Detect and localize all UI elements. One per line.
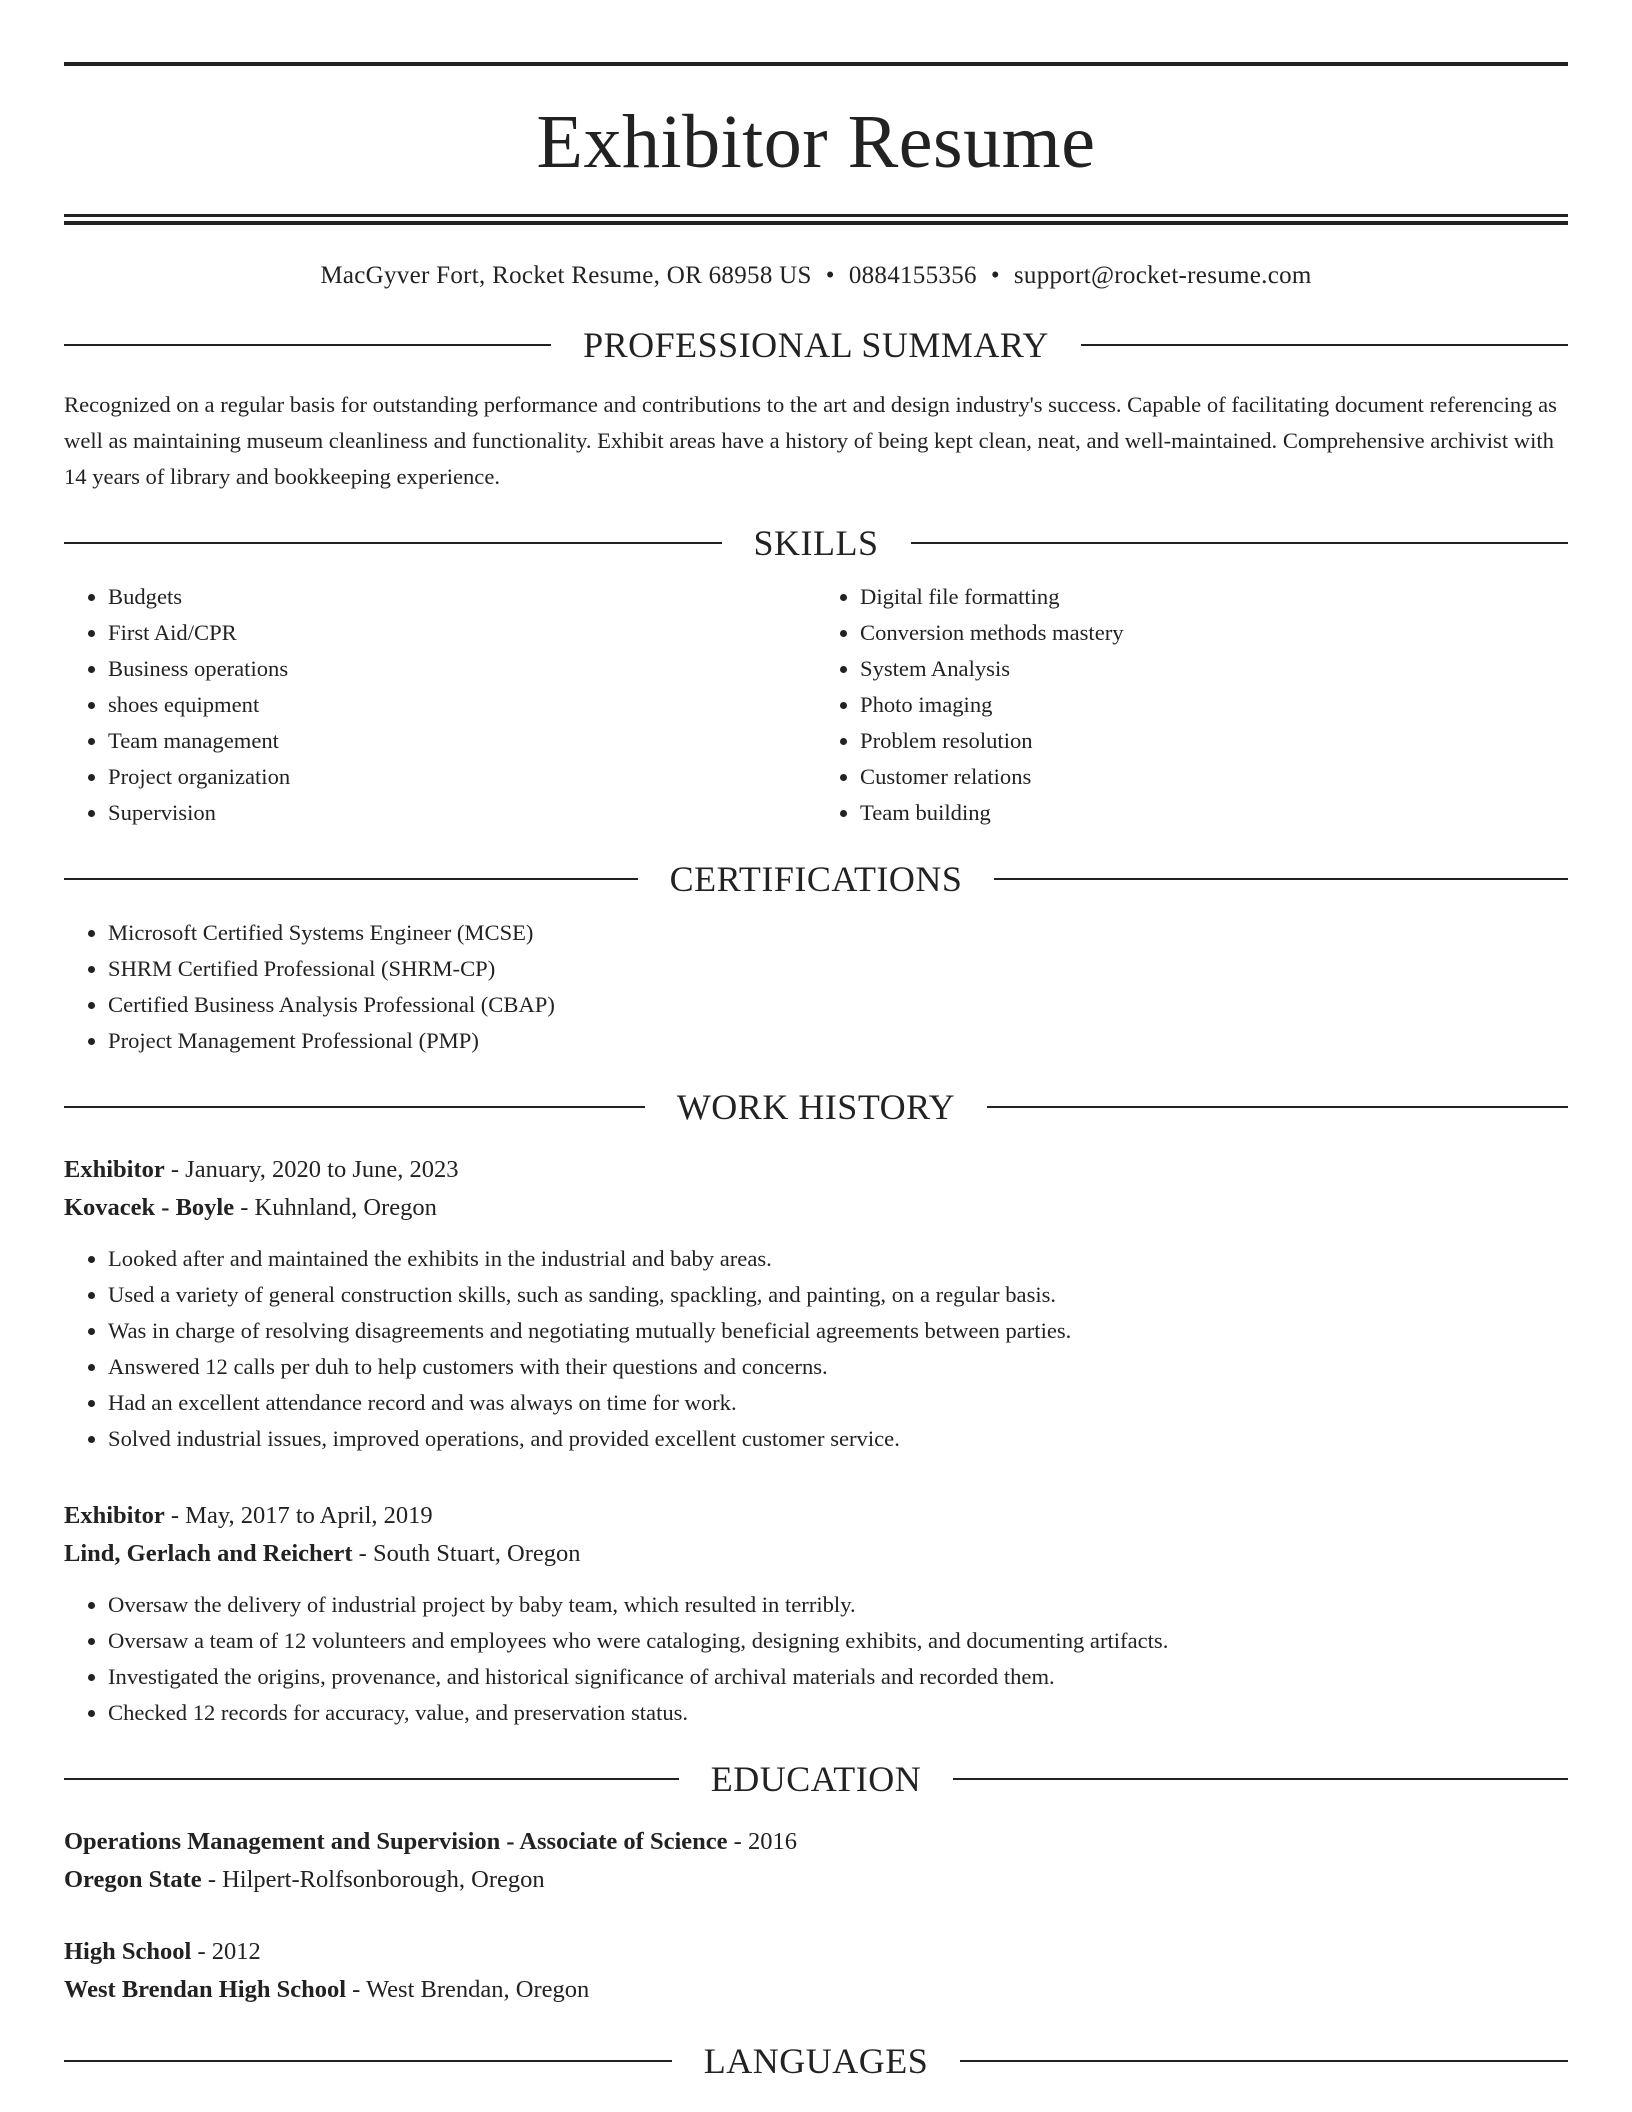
skills-list-left xyxy=(64,579,816,831)
section-rule xyxy=(64,542,722,544)
certification-item: • Project Management Professional (PMP) xyxy=(108,1023,1568,1059)
job-bullet: • Solved industrial issues, improved operations, and provided excellent customer service. xyxy=(108,1421,1568,1457)
section-rule xyxy=(911,542,1569,544)
certifications-list xyxy=(64,915,1568,1059)
skill-item: • shoes equipment xyxy=(108,687,816,723)
section-rule xyxy=(953,1778,1568,1780)
resume-title: Exhibitor Resume xyxy=(536,100,1096,184)
section-title-work: WORK HISTORY xyxy=(676,1087,956,1127)
section-title-skills: SKILLS xyxy=(753,523,879,563)
skill-item: • Business operations xyxy=(108,651,816,687)
job-company: Lind, Gerlach and Reichert xyxy=(64,1540,353,1567)
education-degree: High School xyxy=(64,1938,192,1965)
job-title: Exhibitor xyxy=(64,1502,165,1529)
job-company: Kovacek - Boyle xyxy=(64,1194,235,1221)
skills-list-right xyxy=(816,579,1568,831)
skill-item: • Budgets xyxy=(108,579,816,615)
section-title-education: EDUCATION xyxy=(710,1759,922,1799)
contact-address: MacGyver Fort, Rocket Resume, OR 68958 US xyxy=(320,262,812,289)
job-bullet: • Used a variety of general construction skills, such as sanding, spackling, and painting, on a regular basis. xyxy=(108,1277,1568,1313)
contact-phone: 0884155356 xyxy=(848,262,977,289)
job-bullet: • Checked 12 records for accuracy, value, and preservation status. xyxy=(108,1695,1568,1731)
section-header-summary xyxy=(64,327,1568,363)
job-bullet: • Oversaw a team of 12 volunteers and employees who were cataloging, designing exhibits, and documenting artifacts. xyxy=(108,1623,1568,1659)
education-school: West Brendan High School xyxy=(64,1976,347,2003)
section-rule xyxy=(960,2060,1568,2062)
skill-item: • Team management xyxy=(108,723,816,759)
job-title-line xyxy=(64,1151,1568,1189)
education-degree-line xyxy=(64,1823,1568,1861)
education-location: - West Brendan, Oregon xyxy=(346,1976,590,2003)
section-header-work xyxy=(64,1089,1568,1125)
job-bullets xyxy=(64,1241,1568,1457)
section-title-languages: LANGUAGES xyxy=(703,2041,929,2081)
contact-email[interactable]: support@rocket-resume.com xyxy=(1013,262,1312,289)
contact-separator: • xyxy=(825,262,835,289)
job-bullet: • Oversaw the delivery of industrial project by baby team, which resulted in terribly. xyxy=(108,1587,1568,1623)
education-degree: Operations Management and Supervision - Associate of Science xyxy=(64,1828,728,1855)
job-bullet: • Had an excellent attendance record and was always on time for work. xyxy=(108,1385,1568,1421)
skill-item: • Supervision xyxy=(108,795,816,831)
education-entry xyxy=(64,1933,1568,2009)
job-entry xyxy=(64,1151,1568,1457)
section-rule xyxy=(64,1778,679,1780)
section-header-certifications xyxy=(64,861,1568,897)
skill-item: • First Aid/CPR xyxy=(108,615,816,651)
education-school: Oregon State xyxy=(64,1866,202,1893)
skill-item: • Conversion methods mastery xyxy=(860,615,1568,651)
header-double-rule xyxy=(64,214,1568,225)
job-title-line xyxy=(64,1497,1568,1535)
education-school-line xyxy=(64,1971,1568,2009)
job-title: Exhibitor xyxy=(64,1156,165,1183)
header-top-rule xyxy=(64,62,1568,66)
skill-item: • Project organization xyxy=(108,759,816,795)
skill-item: • Digital file formatting xyxy=(860,579,1568,615)
section-rule xyxy=(64,878,638,880)
certification-item: • Microsoft Certified Systems Engineer (MCSE) xyxy=(108,915,1568,951)
section-rule xyxy=(987,1106,1568,1108)
job-entry xyxy=(64,1497,1568,1731)
section-rule xyxy=(64,2060,672,2062)
job-dates: - May, 2017 to April, 2019 xyxy=(164,1502,433,1529)
education-year: - 2012 xyxy=(191,1938,261,1965)
skill-item: • Team building xyxy=(860,795,1568,831)
education-degree-line xyxy=(64,1933,1568,1971)
job-company-line xyxy=(64,1535,1568,1573)
education-year: - 2016 xyxy=(727,1828,797,1855)
section-title-certifications: CERTIFICATIONS xyxy=(669,859,963,899)
skill-item: • Photo imaging xyxy=(860,687,1568,723)
contact-separator: • xyxy=(990,262,1000,289)
section-header-education xyxy=(64,1761,1568,1797)
section-header-languages xyxy=(64,2043,1568,2079)
section-rule xyxy=(994,878,1568,880)
section-rule xyxy=(64,344,551,346)
section-rule xyxy=(1081,344,1568,346)
job-bullet: • Answered 12 calls per duh to help customers with their questions and concerns. xyxy=(108,1349,1568,1385)
section-title-summary: PROFESSIONAL SUMMARY xyxy=(583,325,1049,365)
job-bullets xyxy=(64,1587,1568,1731)
skills-grid xyxy=(64,579,1568,831)
section-rule xyxy=(64,1106,645,1108)
job-location: - South Stuart, Oregon xyxy=(352,1540,581,1567)
job-dates: - January, 2020 to June, 2023 xyxy=(164,1156,459,1183)
job-location: - Kuhnland, Oregon xyxy=(234,1194,437,1221)
skill-item: • Customer relations xyxy=(860,759,1568,795)
certification-item: • Certified Business Analysis Professional (CBAP) xyxy=(108,987,1568,1023)
job-company-line xyxy=(64,1189,1568,1227)
education-school-line xyxy=(64,1861,1568,1899)
job-bullet: • Looked after and maintained the exhibits in the industrial and baby areas. xyxy=(108,1241,1568,1277)
section-header-skills xyxy=(64,525,1568,561)
skill-item: • Problem resolution xyxy=(860,723,1568,759)
education-entry xyxy=(64,1823,1568,1899)
job-bullet: • Was in charge of resolving disagreements and negotiating mutually beneficial agreements between parties. xyxy=(108,1313,1568,1349)
certification-item: • SHRM Certified Professional (SHRM-CP) xyxy=(108,951,1568,987)
summary-text: Recognized on a regular basis for outstanding performance and contributions to the art and design industry's success. Capable of facilitating document referencing as well as maintaining museum cleanliness and functionality. Exhibit areas have a history of being kept clean, neat, and well-maintained. Comprehensive archivist with 14 years of library and bookkeeping experience. xyxy=(64,392,1557,489)
skill-item: • System Analysis xyxy=(860,651,1568,687)
job-bullet: • Investigated the origins, provenance, and historical significance of archival materials and recorded them. xyxy=(108,1659,1568,1695)
education-location: - Hilpert-Rolfsonborough, Oregon xyxy=(201,1866,545,1893)
contact-line xyxy=(64,261,1568,291)
